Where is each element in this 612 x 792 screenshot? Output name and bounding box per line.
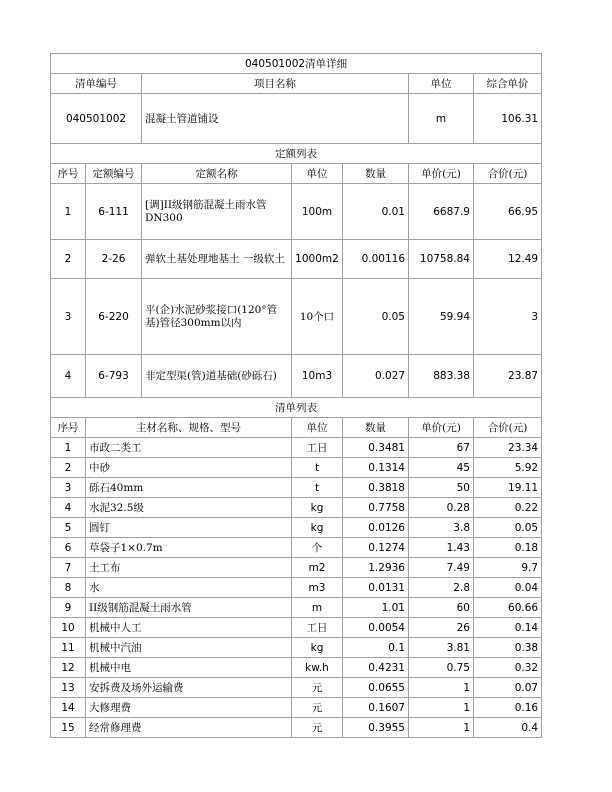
material-no: 7: [51, 558, 86, 578]
material-qty: 0.1314: [343, 458, 409, 478]
material-unit: kg: [292, 498, 343, 518]
quota-total: 23.87: [474, 355, 542, 398]
quota-section-row: [51, 144, 542, 164]
bill-unit: m: [409, 94, 474, 144]
quota-no-header: 序号: [51, 164, 86, 184]
quota-no: 4: [51, 355, 86, 398]
material-name: 草袋子1×0.7m: [86, 538, 292, 558]
material-qty: 0.1607: [343, 698, 409, 718]
material-price: 7.49: [409, 558, 474, 578]
material-total: 0.22: [474, 498, 542, 518]
quota-no: 3: [51, 279, 86, 355]
material-unit-header: 单位: [292, 418, 343, 438]
material-total: 0.05: [474, 518, 542, 538]
material-unit: m2: [292, 558, 343, 578]
material-unit: 工日: [292, 618, 343, 638]
material-qty-header: 数量: [343, 418, 409, 438]
material-no: 11: [51, 638, 86, 658]
material-name: 机械中人工: [86, 618, 292, 638]
material-name: 中砂: [86, 458, 292, 478]
material-row: [51, 718, 542, 738]
quota-qty: 0.00116: [343, 240, 409, 279]
material-qty: 0.1: [343, 638, 409, 658]
quota-no: 1: [51, 184, 86, 240]
material-total: 0.04: [474, 578, 542, 598]
material-name: II级钢筋混凝土雨水管: [86, 598, 292, 618]
material-total-header: 合价(元): [474, 418, 542, 438]
material-row: [51, 518, 542, 538]
quota-qty: 0.01: [343, 184, 409, 240]
material-name: 水泥32.5级: [86, 498, 292, 518]
material-price: 3.8: [409, 518, 474, 538]
material-qty: 0.0054: [343, 618, 409, 638]
quota-name: 平(企)水泥砂浆接口(120°管基)管径300mm以内: [142, 279, 292, 355]
sheet-title: 040501002清单详细: [51, 54, 542, 74]
quota-code: 6-111: [86, 184, 142, 240]
material-unit: kg: [292, 518, 343, 538]
material-name: 砾石40mm: [86, 478, 292, 498]
quota-row: [51, 240, 542, 279]
material-no: 10: [51, 618, 86, 638]
material-qty: 0.7758: [343, 498, 409, 518]
material-header-row: [51, 418, 542, 438]
material-total: 0.32: [474, 658, 542, 678]
quota-row: [51, 355, 542, 398]
material-row: [51, 578, 542, 598]
material-price: 67: [409, 438, 474, 458]
quota-header-row: [51, 164, 542, 184]
material-qty: 0.3818: [343, 478, 409, 498]
material-row: [51, 458, 542, 478]
material-no: 4: [51, 498, 86, 518]
quota-unit: 10个口: [292, 279, 343, 355]
material-no: 2: [51, 458, 86, 478]
material-total: 5.92: [474, 458, 542, 478]
bill-price: 106.31: [474, 94, 542, 144]
material-no: 5: [51, 518, 86, 538]
material-name: 机械中汽油: [86, 638, 292, 658]
material-section-row: [51, 398, 542, 418]
material-no: 15: [51, 718, 86, 738]
quota-price: 883.38: [409, 355, 474, 398]
material-no-header: 序号: [51, 418, 86, 438]
material-unit: m3: [292, 578, 343, 598]
material-section-title: 清单列表: [51, 398, 542, 418]
material-unit: 元: [292, 698, 343, 718]
material-price: 1: [409, 678, 474, 698]
material-total: 0.4: [474, 718, 542, 738]
material-no: 9: [51, 598, 86, 618]
bill-price-header: 综合单价: [474, 74, 542, 94]
quota-name: [调]II级钢筋混凝土雨水管DN300: [142, 184, 292, 240]
material-no: 3: [51, 478, 86, 498]
quota-qty-header: 数量: [343, 164, 409, 184]
bill-header-row: [51, 74, 542, 94]
material-qty: 0.1274: [343, 538, 409, 558]
material-unit: kg: [292, 638, 343, 658]
bill-code: 040501002: [51, 94, 142, 144]
material-name: 水: [86, 578, 292, 598]
material-no: 1: [51, 438, 86, 458]
title-row: [51, 54, 542, 74]
material-unit: 工日: [292, 438, 343, 458]
bill-code-header: 清单编号: [51, 74, 142, 94]
material-row: [51, 658, 542, 678]
material-name: 安拆费及场外运输费: [86, 678, 292, 698]
quota-qty: 0.027: [343, 355, 409, 398]
material-total: 23.34: [474, 438, 542, 458]
quota-unit: 100m: [292, 184, 343, 240]
material-name: 市政二类工: [86, 438, 292, 458]
material-no: 13: [51, 678, 86, 698]
quota-code: 2-26: [86, 240, 142, 279]
quota-price-header: 单价(元): [409, 164, 474, 184]
material-qty: 0.0131: [343, 578, 409, 598]
material-price: 1.43: [409, 538, 474, 558]
material-qty: 0.4231: [343, 658, 409, 678]
material-price: 26: [409, 618, 474, 638]
quota-unit-header: 单位: [292, 164, 343, 184]
material-row: [51, 558, 542, 578]
quota-total: 3: [474, 279, 542, 355]
material-row: [51, 438, 542, 458]
material-row: [51, 638, 542, 658]
material-no: 12: [51, 658, 86, 678]
bill-unit-header: 单位: [409, 74, 474, 94]
material-name: 大修理费: [86, 698, 292, 718]
material-total: 60.66: [474, 598, 542, 618]
material-price: 60: [409, 598, 474, 618]
material-no: 6: [51, 538, 86, 558]
material-unit: kw.h: [292, 658, 343, 678]
material-total: 0.14: [474, 618, 542, 638]
bill-detail-table: [50, 53, 542, 738]
material-name: 土工布: [86, 558, 292, 578]
material-price: 45: [409, 458, 474, 478]
material-unit: 个: [292, 538, 343, 558]
material-total: 19.11: [474, 478, 542, 498]
material-row: [51, 698, 542, 718]
quota-row: [51, 279, 542, 355]
material-qty: 0.0126: [343, 518, 409, 538]
material-total: 0.38: [474, 638, 542, 658]
quota-code-header: 定额编号: [86, 164, 142, 184]
material-unit: 元: [292, 678, 343, 698]
material-qty: 0.0655: [343, 678, 409, 698]
material-no: 8: [51, 578, 86, 598]
quota-row: [51, 184, 542, 240]
material-qty: 0.3955: [343, 718, 409, 738]
material-price: 0.75: [409, 658, 474, 678]
bill-name: 混凝土管道铺设: [142, 94, 409, 144]
quota-name-header: 定额名称: [142, 164, 292, 184]
material-name: 圆钉: [86, 518, 292, 538]
material-row: [51, 618, 542, 638]
material-price: 3.81: [409, 638, 474, 658]
material-total: 0.07: [474, 678, 542, 698]
bill-name-header: 项目名称: [142, 74, 409, 94]
material-total: 0.18: [474, 538, 542, 558]
material-unit: 元: [292, 718, 343, 738]
quota-price: 59.94: [409, 279, 474, 355]
material-qty: 1.01: [343, 598, 409, 618]
material-qty: 1.2936: [343, 558, 409, 578]
quota-code: 6-220: [86, 279, 142, 355]
material-unit: m: [292, 598, 343, 618]
material-unit: t: [292, 478, 343, 498]
material-total: 0.16: [474, 698, 542, 718]
quota-total: 12.49: [474, 240, 542, 279]
material-name: 经常修理费: [86, 718, 292, 738]
quota-code: 6-793: [86, 355, 142, 398]
material-name: 机械中电: [86, 658, 292, 678]
material-unit: t: [292, 458, 343, 478]
quota-total: 66.95: [474, 184, 542, 240]
material-no: 14: [51, 698, 86, 718]
quota-name: 非定型渠(管)道基础(砂砾石): [142, 355, 292, 398]
material-row: [51, 538, 542, 558]
quota-total-header: 合价(元): [474, 164, 542, 184]
quota-no: 2: [51, 240, 86, 279]
quota-section-title: 定额列表: [51, 144, 542, 164]
material-name-header: 主材名称、规格、型号: [86, 418, 292, 438]
material-row: [51, 598, 542, 618]
material-price: 2.8: [409, 578, 474, 598]
material-price: 50: [409, 478, 474, 498]
quota-price: 6687.9: [409, 184, 474, 240]
material-price: 0.28: [409, 498, 474, 518]
quota-unit: 10m3: [292, 355, 343, 398]
quota-unit: 1000m2: [292, 240, 343, 279]
material-price-header: 单价(元): [409, 418, 474, 438]
quota-name: 弹软土基处理地基土 一级软土: [142, 240, 292, 279]
bill-row: [51, 94, 542, 144]
material-total: 9.7: [474, 558, 542, 578]
material-price: 1: [409, 718, 474, 738]
material-price: 1: [409, 698, 474, 718]
quota-qty: 0.05: [343, 279, 409, 355]
quota-price: 10758.84: [409, 240, 474, 279]
material-row: [51, 498, 542, 518]
material-row: [51, 478, 542, 498]
material-qty: 0.3481: [343, 438, 409, 458]
material-row: [51, 678, 542, 698]
